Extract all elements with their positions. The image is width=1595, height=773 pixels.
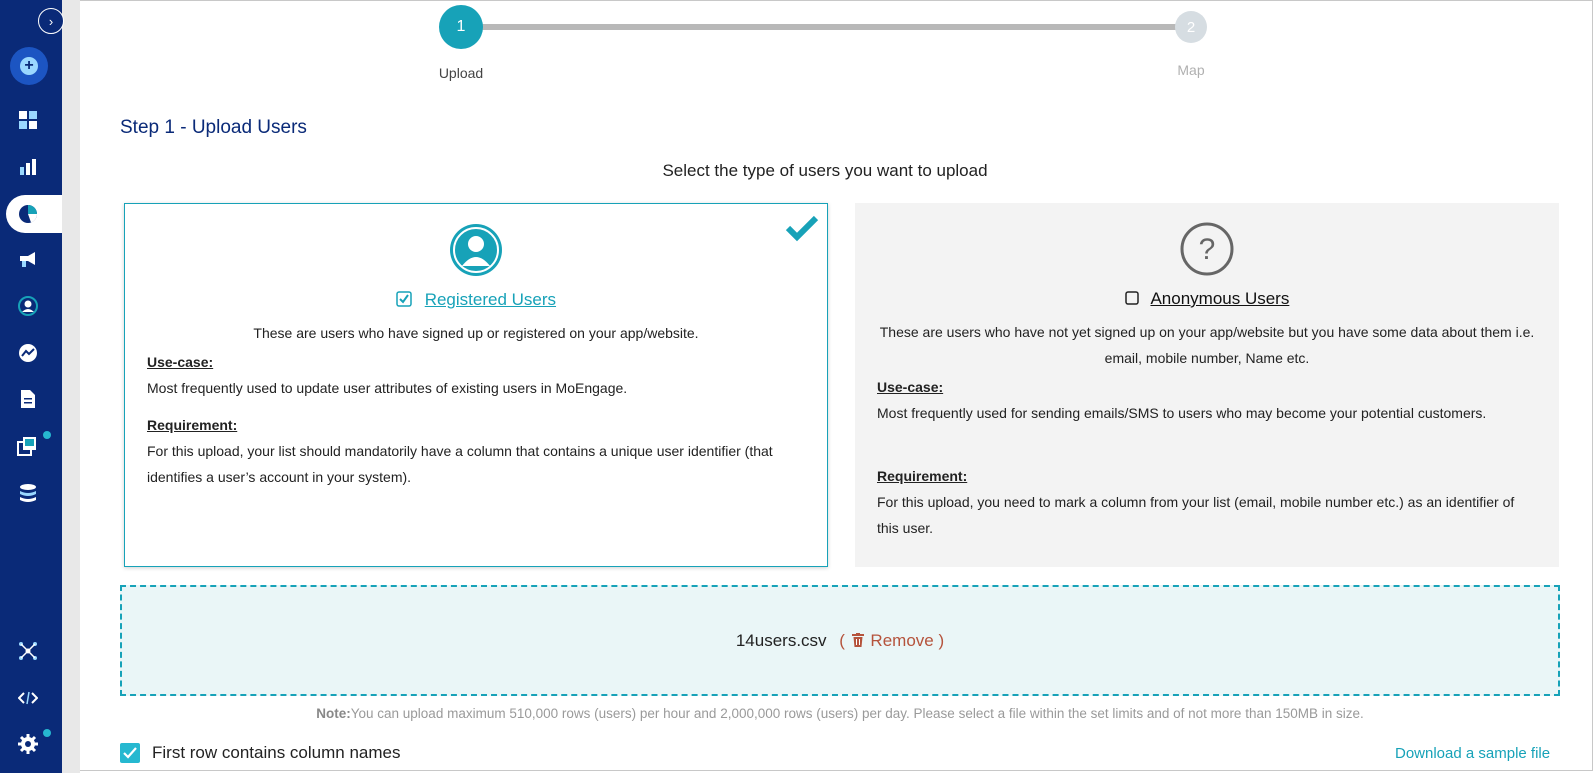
step-1-label: Upload [438, 65, 484, 81]
plus-icon: + [20, 57, 38, 75]
requirement-text: For this upload, your list should mandatorily have a column that contains a unique user identifier (that identifies a user’s account in your system). [147, 443, 773, 485]
section-prompt: Select the type of users you want to upload [662, 161, 988, 180]
uploaded-file-name: 14users.csv [735, 631, 827, 650]
registered-requirement [147, 412, 805, 490]
sidebar-item-content[interactable] [16, 434, 40, 458]
registered-users-description: These are users who have signed up or registered on your app/website. [253, 325, 699, 341]
sidebar-item-campaigns[interactable] [16, 247, 40, 271]
step-2-label: Map [1177, 62, 1205, 78]
sidebar-item-integrations[interactable] [16, 639, 40, 663]
registered-users-card[interactable] [124, 203, 828, 567]
sidebar-item-reports[interactable] [16, 387, 40, 411]
registered-users-label[interactable]: Registered Users [424, 290, 557, 309]
sidebar-item-dashboard[interactable] [16, 108, 40, 132]
remove-open-paren: ( [839, 631, 845, 650]
stepper-track [470, 24, 1190, 30]
notification-dot [43, 729, 51, 737]
anonymous-users-heading [855, 289, 1559, 310]
first-row-header-option[interactable] [120, 743, 400, 763]
registered-checkbox[interactable] [396, 291, 412, 312]
registered-users-heading [125, 290, 827, 312]
step-2-indicator[interactable]: 2 [1175, 11, 1207, 43]
network-icon [18, 641, 38, 661]
usecase-text: Most frequently used to update user attributes of existing users in MoEngage. [147, 380, 628, 396]
anonymous-usecase [877, 374, 1537, 426]
chevron-right-icon: › [48, 13, 54, 29]
sidebar-item-developer[interactable] [16, 686, 40, 710]
requirement-text: For this upload, you need to mark a column from your list (email, mobile number etc.) as an identifier of this user. [877, 494, 1515, 536]
user-circle-icon [17, 295, 39, 317]
sidebar-item-data[interactable] [16, 481, 40, 505]
registered-usecase [147, 349, 805, 401]
database-icon [19, 483, 37, 503]
first-row-checkbox-label: First row contains column names [152, 743, 401, 762]
uploaded-file-row [122, 631, 1558, 651]
sidebar-item-settings[interactable] [16, 732, 40, 756]
sidebar-item-user-profiles[interactable] [16, 294, 40, 318]
document-icon [20, 389, 36, 409]
gallery-icon [17, 435, 39, 457]
usecase-heading: Use-case: [877, 379, 944, 395]
sidebar [0, 0, 62, 773]
checkbox-unchecked-icon [1125, 291, 1139, 305]
dashboard-icon [19, 111, 37, 129]
usecase-text: Most frequently used for sending emails/SMS to users who may become your potential customers. [877, 405, 1487, 421]
trend-icon [17, 342, 39, 364]
page-title: Step 1 - Upload Users [120, 117, 307, 138]
megaphone-icon [18, 250, 38, 268]
requirement-heading: Requirement: [147, 417, 238, 433]
first-row-checkbox[interactable] [120, 743, 140, 763]
requirement-heading: Requirement: [877, 468, 968, 484]
upload-limits-note [120, 706, 1560, 721]
anonymous-users-card[interactable] [855, 203, 1559, 567]
anonymous-users-description: These are users who have not yet signed up on your app/website but you have some data about them i.e. email, mobile number, Name etc. [879, 324, 1535, 366]
gear-icon [17, 733, 39, 755]
svg-text:?: ? [1198, 233, 1216, 266]
remove-label: Remove [870, 631, 934, 650]
remove-close-paren: ) [938, 631, 945, 650]
create-button[interactable] [10, 47, 48, 85]
trash-icon [852, 633, 864, 647]
checkmark-icon [123, 747, 137, 759]
anonymous-users-label[interactable]: Anonymous Users [1150, 289, 1290, 308]
selected-check-icon [785, 214, 819, 242]
anonymous-requirement [877, 463, 1537, 541]
note-text: You can upload maximum 510,000 rows (users) per hour and 2,000,000 rows (users) per day. Please select a file within the set limits and of not more than 150MB in size. [350, 706, 1364, 721]
anonymous-checkbox[interactable] [1125, 290, 1139, 310]
user-avatar-icon [448, 222, 504, 278]
pie-chart-icon [17, 203, 39, 225]
checkbox-checked-icon [396, 291, 412, 307]
step-1-indicator[interactable]: 1 [439, 5, 483, 49]
sidebar-item-trends[interactable] [16, 341, 40, 365]
sidebar-item-analytics[interactable] [16, 155, 40, 179]
remove-file-button[interactable] [839, 631, 944, 650]
expand-sidebar-button[interactable] [38, 8, 64, 34]
download-sample-link[interactable]: Download a sample file [1395, 745, 1551, 762]
bar-chart-icon [19, 158, 37, 176]
code-icon [18, 690, 38, 706]
sidebar-item-segments[interactable] [16, 202, 40, 226]
sidebar-gutter [62, 0, 80, 773]
usecase-heading: Use-case: [147, 354, 214, 370]
notification-dot [43, 431, 51, 439]
file-drop-zone[interactable] [120, 585, 1560, 696]
note-prefix: Note: [316, 706, 351, 721]
question-circle-icon [1179, 221, 1235, 277]
